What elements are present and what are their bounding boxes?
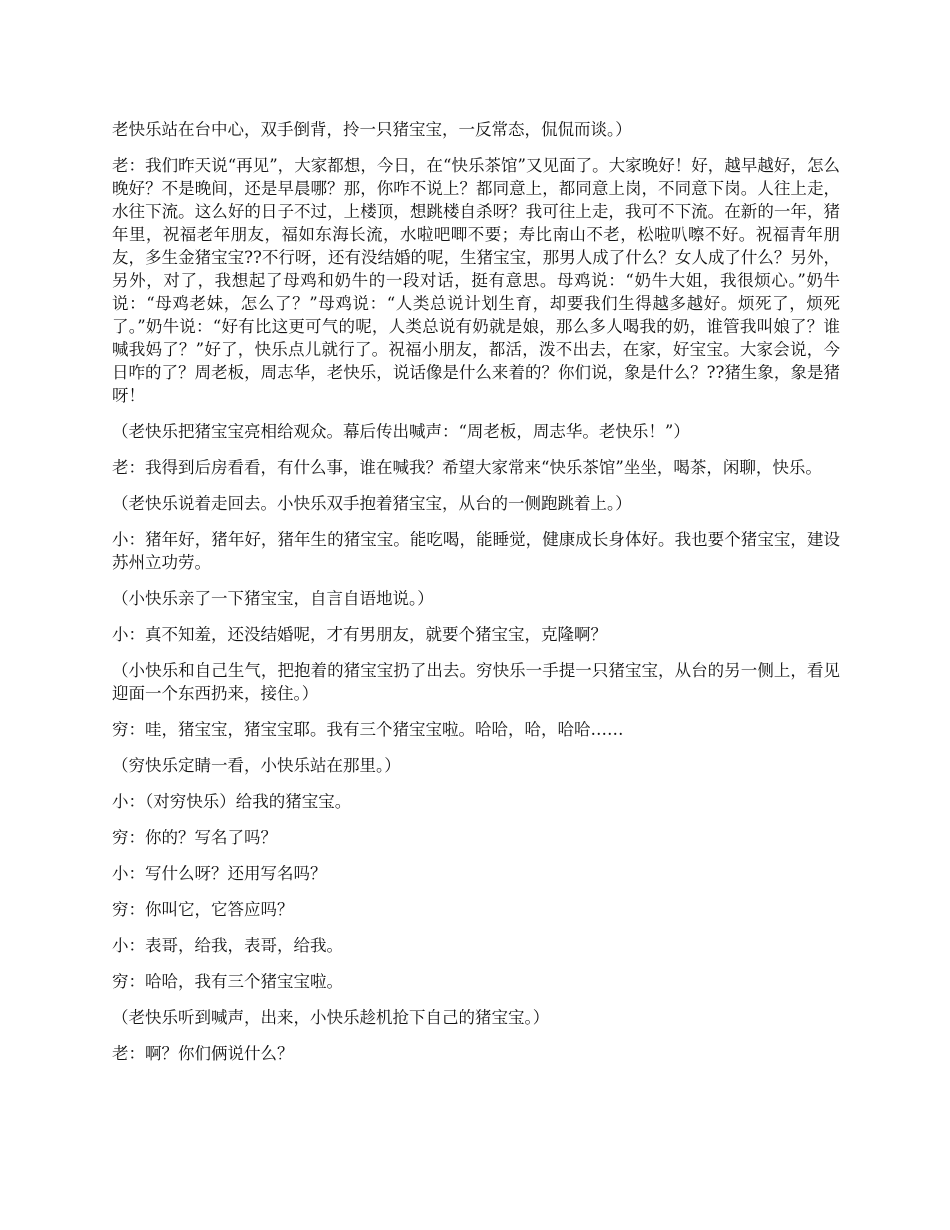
paragraph: 老：我得到后房看看，有什么事，谁在喊我？希望大家常来“快乐茶馆”坐坐，喝茶，闲聊，快乐。 xyxy=(112,458,822,477)
paragraph: （穷快乐定睛一看，小快乐站在那里。） xyxy=(112,756,401,775)
paragraph: 穷：哇，猪宝宝，猪宝宝耶。我有三个猪宝宝啦。哈哈，哈，哈哈…… xyxy=(112,720,624,739)
paragraph: 穷：哈哈，我有三个猪宝宝啦。 xyxy=(112,972,343,991)
paragraph: 小：写什么呀？还用写名吗？ xyxy=(112,864,327,883)
document-page xyxy=(112,118,840,1078)
paragraph: （老快乐把猪宝宝亮相给观众。幕后传出喊声：“周老板，周志华。老快乐！”） xyxy=(112,422,690,441)
paragraph: 小：表哥，给我，表哥，给我。 xyxy=(112,936,343,955)
paragraph: （小快乐和自己生气，把抱着的猪宝宝扔了出去。穷快乐一手提一只猪宝宝，从台的另一侧上，看见迎面一个东西扔来，接住。） xyxy=(112,661,840,703)
paragraph: 老快乐站在台中心，双手倒背，拎一只猪宝宝，一反常态，侃侃而谈。） xyxy=(112,120,632,139)
paragraph: 小：猪年好，猪年好，猪年生的猪宝宝。能吃喝，能睡觉，健康成长身体好。我也要个猪宝宝，建设苏州立功劳。 xyxy=(112,530,840,572)
paragraph: 穷：你的？写名了吗？ xyxy=(112,828,277,847)
paragraph: （老快乐听到喊声，出来，小快乐趁机抢下自己的猪宝宝。） xyxy=(112,1008,550,1027)
paragraph: 穷：你叫它，它答应吗？ xyxy=(112,900,294,919)
paragraph: 小：真不知羞，还没结婚呢，才有男朋友，就要个猪宝宝，克隆啊？ xyxy=(112,625,607,644)
paragraph: 老：我们昨天说“再见”，大家都想，今日，在“快乐茶馆”又见面了。大家晚好！好，越早越好，怎么晚好？不是晚间，还是早晨哪？那，你咋不说上？都同意上，都同意上岗，不同意下岗。人往上走，水往下流。这么好的日子不过，上楼顶，想跳楼自杀呀？我可往上走，我可不下流。在新的一年，猪年里，祝福老年朋友，福如东海长流，水啦吧唧不要；寿比南山不老，松啦叭嚓不好。祝福青年朋友，多生金猪宝宝??不行呀，还有没结婚的呢，生猪宝宝，那男人成了什么？女人成了什么？另外，另外，对了，我想起了母鸡和奶牛的一段对话，挺有意思。母鸡说：“奶牛大姐，我很烦心。”奶牛说：“母鸡老妹，怎么了？”母鸡说：“人类总说计划生育，却要我们生得越多越好。烦死了，烦死了。”奶牛说：“好有比这更可气的呢，人类总说有奶就是娘，那么多人喝我的奶，谁管我叫娘了？谁喊我妈了？”好了，快乐点儿就行了。祝福小朋友，都活，泼不出去，在家，好宝宝。大家会说，今日咋的了？周老板，周志华，老快乐，说话像是什么来着的？你们说，象是什么？??猪生象，象是猪呀！ xyxy=(112,156,840,405)
paragraph: 老：啊？你们俩说什么？ xyxy=(112,1044,294,1063)
paragraph: （老快乐说着走回去。小快乐双手抱着猪宝宝，从台的一侧跑跳着上。） xyxy=(112,494,632,513)
paragraph: 小：（对穷快乐）给我的猪宝宝。 xyxy=(112,792,352,811)
paragraph: （小快乐亲了一下猪宝宝，自言自语地说。） xyxy=(112,589,434,608)
